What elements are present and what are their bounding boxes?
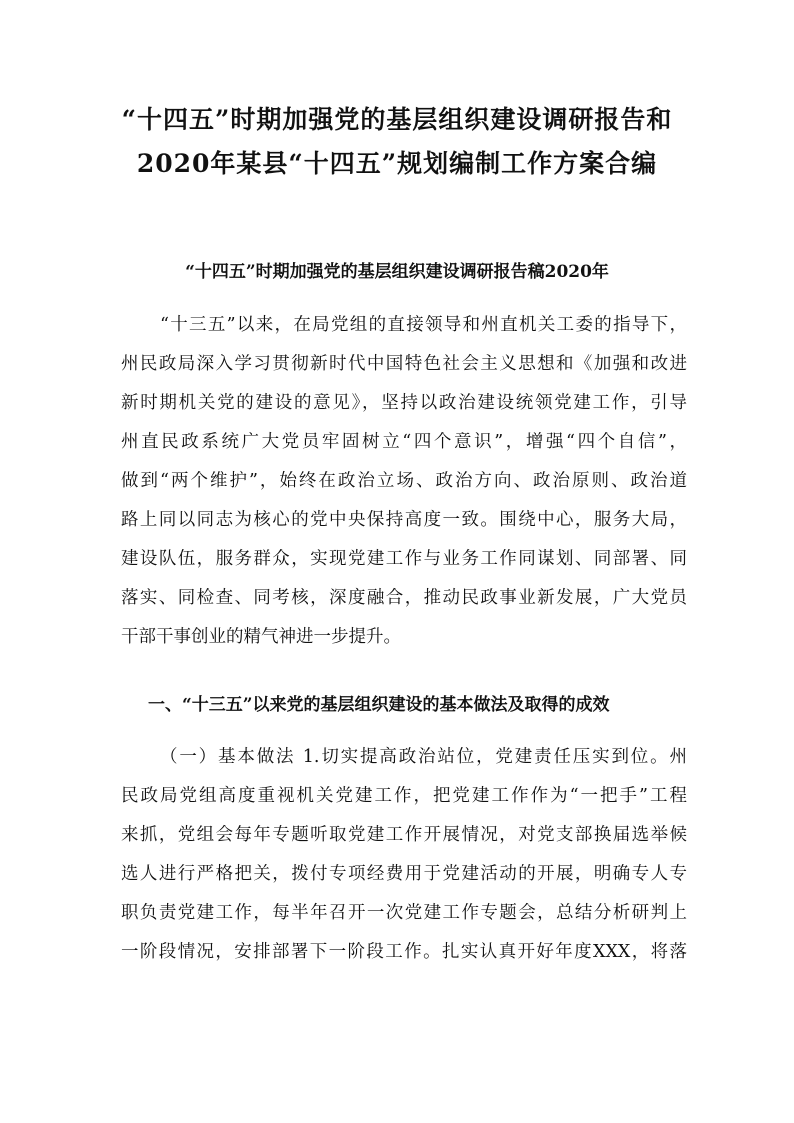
paragraph-1-line: 新时期机关党的建设的意见》，坚持以政治建设统领党建工作，引导	[121, 393, 687, 413]
paragraph-2-line: （一）基本做法 1.切实提高政治站位，党建责任压实到位。州	[160, 747, 687, 767]
report-subtitle: “十四五”时期加强党的基层组织建设调研报告稿2020年	[185, 262, 609, 282]
document-title-line-1: “十四五”时期加强党的基层组织建设调研报告和	[121, 105, 673, 134]
paragraph-2-line: 职负责党建工作，每半年召开一次党建工作专题会，总结分析研判上	[121, 903, 687, 923]
paragraph-1-line: 州民政局深入学习贯彻新时代中国特色社会主义思想和《加强和改进	[121, 354, 687, 374]
paragraph-1-line: 做到“两个维护”，始终在政治立场、政治方向、政治原则、政治道	[121, 471, 687, 491]
document-title-line-2: 2020年某县“十四五”规划编制工作方案合编	[136, 149, 658, 178]
paragraph-2-line: 一阶段情况，安排部署下一阶段工作。扎实认真开好年度XXX，将落	[121, 942, 687, 962]
paragraph-1-line: 路上同以同志为核心的党中央保持高度一致。围绕中心，服务大局，	[121, 510, 687, 530]
paragraph-2-line: 民政局党组高度重视机关党建工作，把党建工作作为“一把手”工程	[121, 786, 687, 806]
paragraph-1-line: 落实、同检查、同考核，深度融合，推动民政事业新发展，广大党员	[121, 588, 687, 608]
paragraph-2-line: 选人进行严格把关，拨付专项经费用于党建活动的开展，明确专人专	[121, 864, 687, 884]
paragraph-2-line: 来抓，党组会每年专题听取党建工作开展情况，对党支部换届选举候	[121, 825, 687, 845]
paragraph-1-line: 州直民政系统广大党员牢固树立“四个意识”，增强“四个自信”，	[121, 432, 687, 452]
paragraph-1-line: “十三五”以来，在局党组的直接领导和州直机关工委的指导下，	[160, 315, 687, 335]
paragraph-1-line: 干部干事创业的精气神进一步提升。	[121, 627, 401, 647]
section-heading: 一、“十三五”以来党的基层组织建设的基本做法及取得的成效	[148, 695, 610, 715]
paragraph-1-line: 建设队伍，服务群众，实现党建工作与业务工作同谋划、同部署、同	[121, 549, 687, 569]
